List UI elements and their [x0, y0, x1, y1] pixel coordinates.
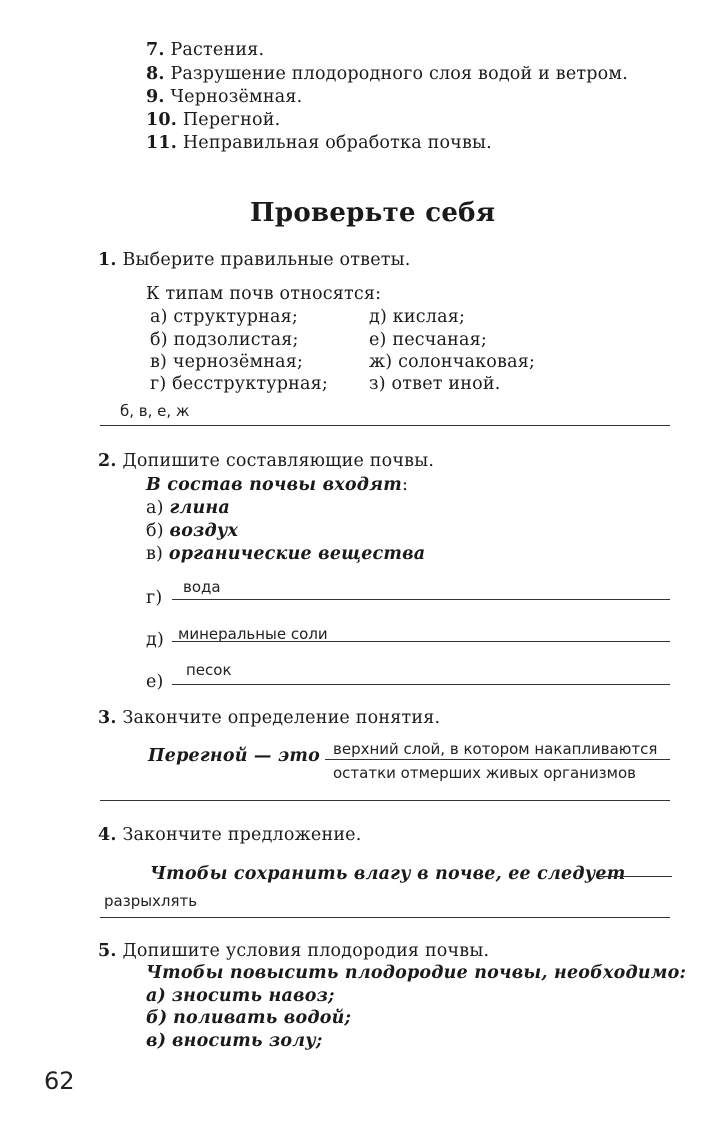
list-item: а) глина: [146, 498, 230, 518]
list-item: б) воздух: [146, 521, 239, 541]
answer-line: [172, 599, 670, 600]
option-v: в) чернозёмная;: [150, 352, 304, 372]
question-4-answer: разрыхлять: [104, 892, 198, 910]
list-item: в) вносить золу;: [146, 1031, 323, 1051]
answer-line: [172, 684, 670, 685]
option-b: б) подзолистая;: [150, 330, 299, 350]
list-item: 9. Чернозёмная.: [146, 87, 303, 107]
list-item: 11. Неправильная обработка почвы.: [146, 133, 492, 153]
blank-label: д): [146, 630, 165, 650]
question-3-heading: 3. Закончите определение понятия.: [98, 708, 441, 728]
blank-answer: вода: [183, 578, 221, 596]
option-zh: ж) солончаковая;: [369, 352, 536, 372]
option-z: з) ответ иной.: [369, 374, 501, 394]
question-2-prompt: В состав почвы входят:: [146, 475, 409, 495]
answer-line: [172, 641, 670, 642]
question-1-prompt: К типам почв относятся:: [146, 284, 382, 304]
section-title: Проверьте себя: [250, 198, 496, 228]
answer-line: [100, 425, 670, 426]
question-5-prompt: Чтобы повысить плодородие почвы, необходимо:: [146, 963, 687, 983]
list-item: 7. Растения.: [146, 40, 265, 60]
answer-line: [100, 917, 670, 918]
question-4-prompt: Чтобы сохранить влагу в почве, ее следует: [150, 864, 626, 884]
question-4-heading: 4. Закончите предложение.: [98, 825, 362, 845]
question-3-answer-line1: верхний слой, в котором накапливаются: [333, 740, 658, 758]
list-item: а) зносить навоз;: [146, 986, 335, 1006]
answer-line: [100, 800, 670, 801]
list-item: 10. Перегной.: [146, 110, 281, 130]
question-5-heading: 5. Допишите условия плодородия почвы.: [98, 941, 490, 961]
option-a: а) структурная;: [150, 307, 298, 327]
question-1-heading: 1. Выберите правильные ответы.: [98, 250, 411, 270]
list-item: в) органические вещества: [146, 544, 426, 564]
option-g: г) бесструктурная;: [150, 374, 328, 394]
answer-line: [325, 759, 670, 760]
answer-line: [596, 876, 672, 877]
question-2-heading: 2. Допишите составляющие почвы.: [98, 451, 435, 471]
question-3-prompt: Перегной — это: [148, 746, 320, 766]
blank-answer: минеральные соли: [178, 625, 328, 643]
page-number: 62: [44, 1067, 75, 1095]
blank-label: г): [146, 588, 163, 608]
option-e: е) песчаная;: [369, 330, 488, 350]
list-item: 8. Разрушение плодородного слоя водой и ветром.: [146, 64, 628, 84]
list-item: б) поливать водой;: [146, 1008, 352, 1028]
question-1-answer: б, в, е, ж: [120, 402, 190, 420]
question-3-answer-line2: остатки отмерших живых организмов: [333, 764, 636, 782]
blank-label: е): [146, 672, 164, 692]
option-d: д) кислая;: [369, 307, 466, 327]
blank-answer: песок: [186, 661, 232, 679]
